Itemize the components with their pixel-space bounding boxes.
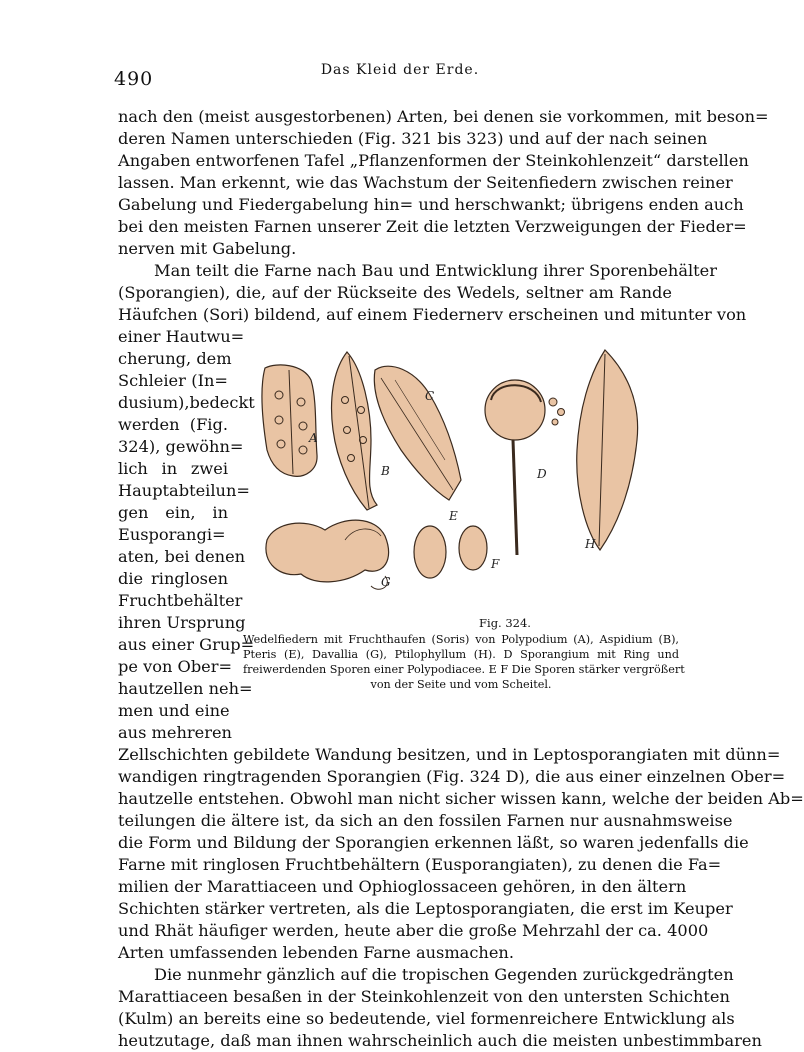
text-line: Häufchen (Sori) bildend, auf einem Fiedernerv erscheinen und mitunter von	[118, 305, 747, 324]
figure-letter: C	[425, 389, 435, 403]
figure-letter: H	[585, 537, 596, 551]
text-line: aus einer Grup=	[118, 635, 255, 654]
figure-letter: E	[449, 509, 458, 523]
text-line: werden (Fig.	[118, 415, 228, 434]
text-line: Schleier (In=	[118, 371, 228, 390]
figure-letter: G	[381, 575, 391, 589]
fern-illustration	[245, 340, 675, 610]
text-line: teilungen die ältere ist, da sich an den fossilen Farnen nur ausnahmsweise	[118, 811, 733, 830]
text-line: Marattiaceen besaßen in der Steinkohlenzeit von den untersten Schichten	[118, 987, 730, 1006]
text-line: Farne mit ringlosen Fruchtbehältern (Eusporangiaten), zu denen die Fa=	[118, 855, 722, 874]
text-line: milien der Marattiaceen und Ophioglossaceen gehören, in den ältern	[118, 877, 687, 896]
text-line: pe von Ober=	[118, 657, 233, 676]
page-number: 490	[114, 68, 154, 90]
text-line: einer Hautwu=	[118, 327, 245, 346]
text-line: 324), gewöhn=	[118, 437, 244, 456]
frond-c	[374, 366, 461, 500]
text-line: hautzelle entstehen. Obwohl man nicht sicher wissen kann, welche der beiden Ab=	[118, 789, 804, 808]
text-line: Angaben entworfenen Tafel „Pflanzenformen der Steinkohlenzeit“ darstellen	[118, 151, 749, 170]
text-line: Man teilt die Farne nach Bau und Entwicklung ihrer Sporenbehälter	[154, 261, 717, 280]
text-line: die Form und Bildung der Sporangien erkennen läßt, so waren jedenfalls die	[118, 833, 749, 852]
text-line: ihren Ursprung	[118, 613, 246, 632]
figure-caption-line: freiwerdenden Sporen einer Polypodiacee. E F Die Sporen stärker vergrößert	[243, 663, 685, 676]
text-line: hautzellen neh=	[118, 679, 253, 698]
text-line: men und eine	[118, 701, 230, 720]
text-line: die ringlosen	[118, 569, 228, 588]
text-line: Fruchtbehälter	[118, 591, 243, 610]
figure-letter: A	[309, 431, 318, 445]
text-line: gen ein, in	[118, 503, 228, 522]
frond-a	[262, 365, 318, 476]
figure-number: Fig. 324.	[479, 616, 531, 630]
frond-g	[266, 520, 391, 589]
text-line: Die nunmehr gänzlich auf die tropischen Gegenden zurückgedrängten	[154, 965, 734, 984]
text-line: Schichten stärker vertreten, als die Leptosporangiaten, die erst im Keuper	[118, 899, 733, 918]
text-line: deren Namen unterschieden (Fig. 321 bis 323) und auf der nach seinen	[118, 129, 708, 148]
fern-figure	[245, 340, 675, 610]
text-line: bei den meisten Farnen unserer Zeit die letzten Verzweigungen der Fieder=	[118, 217, 747, 236]
text-line: Hauptabteilun=	[118, 481, 250, 500]
text-line: Zellschichten gebildete Wandung besitzen, und in Leptosporangiaten mit dünn=	[118, 745, 781, 764]
text-line: aus mehreren	[118, 723, 232, 742]
sporangium-d	[485, 380, 565, 555]
text-line: Eusporangi=	[118, 525, 226, 544]
text-line: Gabelung und Fiedergabelung hin= und herschwankt; übrigens enden auch	[118, 195, 744, 214]
text-line: lassen. Man erkennt, wie das Wachstum der Seitenfiedern zwischen reiner	[118, 173, 733, 192]
frond-h	[577, 350, 638, 551]
text-line: lich in zwei	[118, 459, 228, 478]
figure-letter: D	[537, 467, 547, 481]
text-line: aten, bei denen	[118, 547, 246, 566]
text-line: (Sporangien), die, auf der Rückseite des Wedels, seltner am Rande	[118, 283, 672, 302]
text-line: cherung, dem	[118, 349, 232, 368]
text-line: und Rhät häufiger werden, heute aber die große Mehrzahl der ca. 4000	[118, 921, 709, 940]
spore-e	[414, 509, 458, 578]
text-line: nach den (meist ausgestorbenen) Arten, bei denen sie vorkommen, mit beson=	[118, 107, 769, 126]
text-line: heutzutage, daß man ihnen wahrscheinlich auch die meisten unbestimmbaren	[118, 1031, 762, 1050]
text-line: wandigen ringtragenden Sporangien (Fig. 324 D), die aus einer einzelnen Ober=	[118, 767, 786, 786]
text-line: nerven mit Gabelung.	[118, 239, 297, 258]
figure-caption-line: von der Seite und vom Scheitel.	[370, 678, 552, 691]
figure-caption-line: Wedelfiedern mit Fruchthaufen (Soris) von Polypodium (A), Aspidium (B),	[243, 633, 679, 646]
text-line: (Kulm) an bereits eine so bedeutende, viel formenreichere Entwicklung als	[118, 1009, 735, 1028]
text-line: Arten umfassenden lebenden Farne ausmachen.	[118, 943, 514, 962]
figure-letter: F	[491, 557, 500, 571]
running-head: Das Kleid der Erde.	[320, 62, 480, 78]
figure-letter: B	[381, 464, 390, 478]
figure-caption-line: Pteris (E), Davallia (G), Ptilophyllum (H). D Sporangium mit Ring und	[243, 648, 679, 661]
spore-f	[459, 526, 500, 571]
text-line: dusium),bedeckt	[118, 393, 255, 412]
